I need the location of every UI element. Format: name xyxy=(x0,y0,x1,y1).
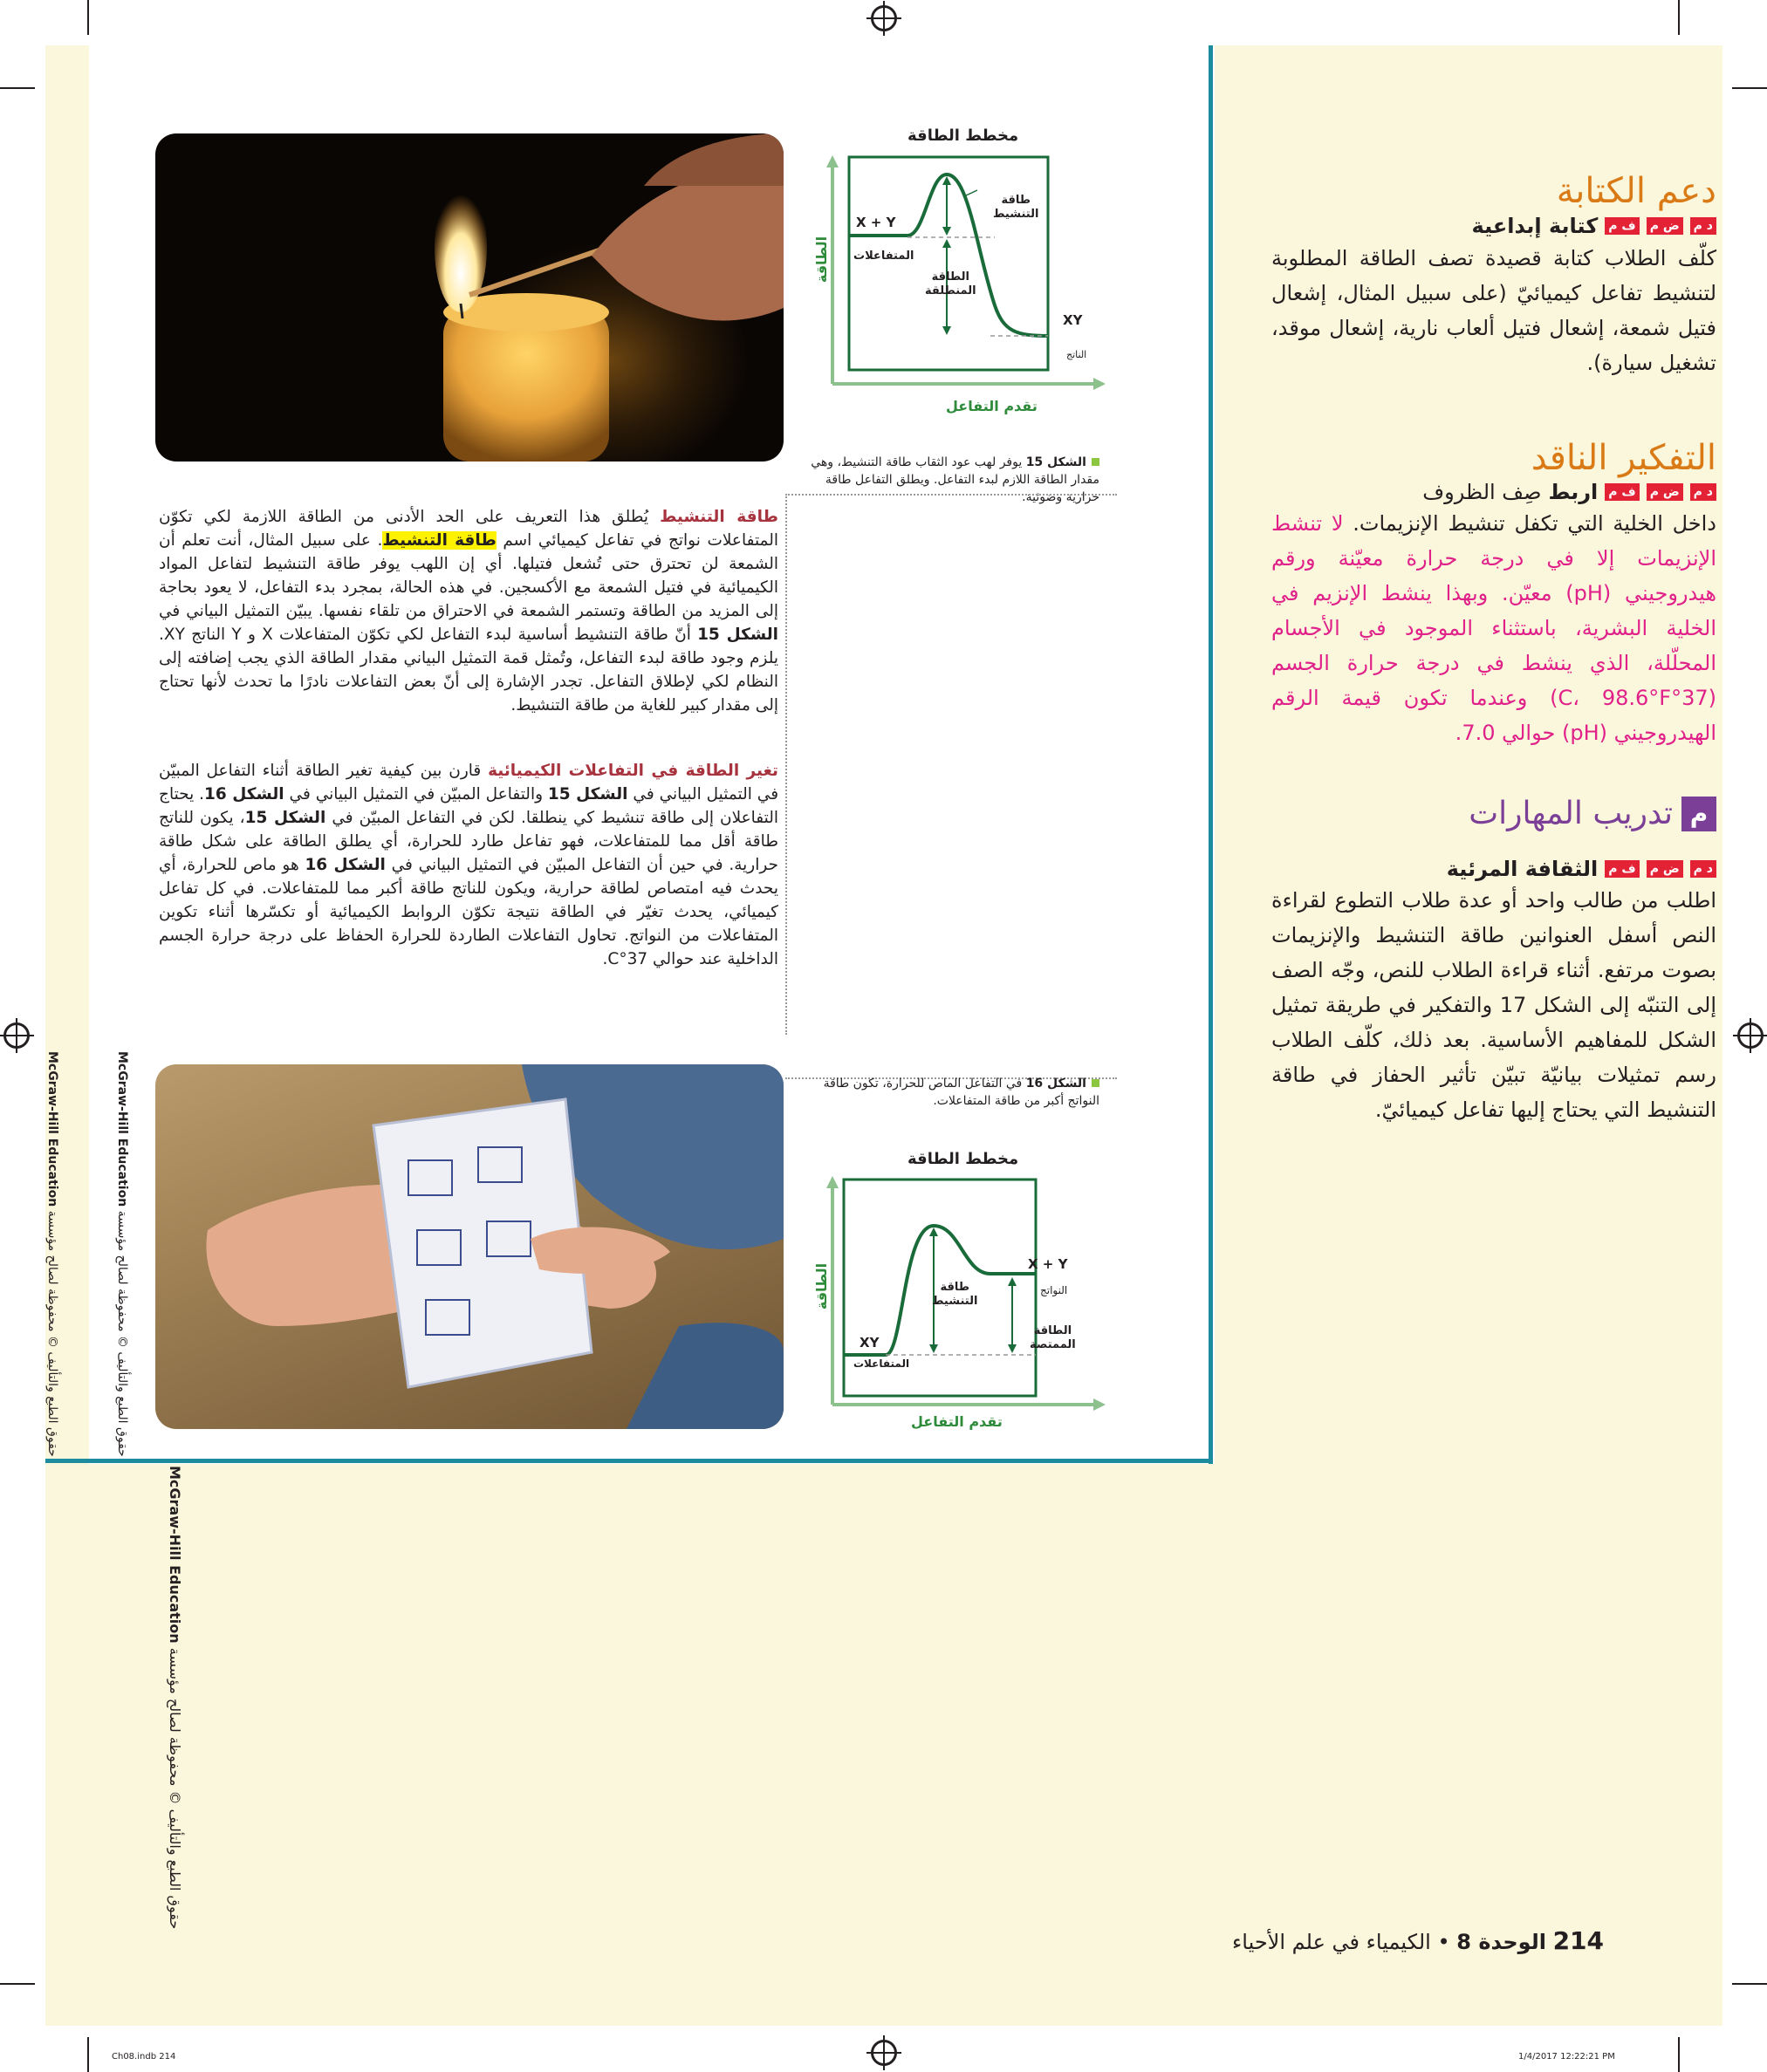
unit-title: الكيمياء في علم الأحياء xyxy=(1232,1930,1431,1954)
fig15-title: مخطط الطاقة xyxy=(907,127,1019,145)
file-slug: Ch08.indb 214 xyxy=(112,2052,176,2062)
level-tag: د م xyxy=(1690,860,1716,878)
level-tag: ض م xyxy=(1647,860,1683,878)
fig16-reactants-label: المتفاعلات xyxy=(853,1357,910,1370)
cold-pack-illustration xyxy=(155,1064,784,1429)
candle-photo xyxy=(155,133,784,462)
registration-mark-icon xyxy=(871,5,897,31)
fig15-ylabel: الطاقة xyxy=(813,236,831,284)
skills-title: تدريب المهارات xyxy=(1469,796,1673,831)
page-number: 214 xyxy=(1552,1926,1605,1955)
fig16-xlabel: تقدم التفاعل xyxy=(911,1413,1003,1430)
fig16-ylabel: الطاقة xyxy=(813,1262,831,1310)
candle-illustration xyxy=(155,133,784,462)
critical-label: اربط xyxy=(1548,480,1599,504)
bottom-cream-area xyxy=(45,1464,1215,2026)
caption-bullet-icon xyxy=(1092,1079,1099,1087)
crop-mark xyxy=(87,0,89,35)
skills-subtitle: الثقافة المرئية xyxy=(1446,857,1599,881)
level-tag: د م xyxy=(1690,217,1716,235)
fig16-product-formula: X + Y xyxy=(1028,1256,1068,1272)
fig16-reactants-formula: XY xyxy=(860,1335,880,1351)
copyright-credit-large: McGraw-Hill Education حقوق الطبع والتأليف © محفوظة لصالح مؤسسة xyxy=(167,1466,183,1930)
fig15-activation-label: طاقة التنشيط xyxy=(993,194,1039,221)
crop-mark xyxy=(1678,0,1680,35)
registration-mark-icon xyxy=(871,2040,897,2066)
footer-bullet: • xyxy=(1437,1930,1450,1954)
teal-divider-vertical xyxy=(1209,45,1213,1464)
crop-mark xyxy=(1678,2037,1680,2072)
activation-energy-paragraph: طاقة التنشيط يُطلق هذا التعريف على الحد الأدنى من الطاقة اللازمة لكي تكوّن المتفاعلات نواتج في تفاعل كيميائي اسم طاقة التنشيط. على سبيل المثال، أنت تعلم أن الشمعة لن تحترق حتى تُشعل فتيلها. أي إن اللهب يوفر طاقة التنشيط لتفاعل المواد الكيميائية في فتيل الشمعة مع الأكسجين. في هذه الحالة، بمجرد بدء التفاعل، لا يعود بحاجة إلى المزيد من الطاقة وتستمر الشمعة في الاحتراق من تلقاء نفسها. يبيّن التمثيل البياني في الشكل 15 أنّ طاقة التنشيط أساسية لبدء التفاعل لكي تكوّن المتفاعلات X و Y الناتج XY. يلزم وجود طاقة لبدء التفاعل، وتُمثل قمة التمثيل البياني مقدار الطاقة الذي يجب إضافته إلى النظام لكي لإطلاق التفاعل. تجدر الإشارة إلى أنّ بعض التفاعلات نادرًا ما تحدث لأنها تحتاج إلى مقدار كبير للغاية من طاقة التنشيط. xyxy=(159,508,778,715)
unit-label: الوحدة 8 xyxy=(1456,1930,1546,1954)
fig15-reactants-formula: X + Y xyxy=(856,215,896,230)
fig15-reactants-label: المتفاعلات xyxy=(853,250,914,263)
fig15-caption: الشكل 15 يوفر لهب عود الثقاب طاقة التنشيط، وهي مقدار الطاقة اللازم لبدء التفاعل. ويطلق التفاعل طاقة حرارية وضوئية. xyxy=(811,455,1099,504)
skills-subtitle-row xyxy=(1447,857,1716,881)
writing-subtitle: كتابة إبداعية xyxy=(1471,214,1599,238)
copyright-credit: McGraw-Hill Education حقوق الطبع والتأليف © محفوظة لصالح مؤسسة xyxy=(115,1051,129,1457)
fig16-absorbed-label: الطاقة الممتصة xyxy=(1030,1324,1076,1351)
skills-title-row xyxy=(1469,796,1716,831)
crop-mark xyxy=(1732,1983,1767,1985)
writing-body: كلّف الطلاب كتابة قصيدة تصف الطاقة المطلوبة لتنشيط تفاعل كيميائيّ (على سبيل المثال، إشعال فتيل شمعة، إشعال فتيل ألعاب نارية، إشعال موقد، تشغيل سيارة). xyxy=(1271,246,1716,375)
date-slug: 1/4/2017 12:22:21 PM xyxy=(1518,2052,1615,2062)
level-tag: ف م xyxy=(1605,217,1639,235)
fig15-product-formula: XY xyxy=(1063,312,1083,328)
crop-mark xyxy=(0,1983,35,1985)
fig16-caption: الشكل 16 في التفاعل الماص للحرارة، تكون طاقة النواتج أكبر من طاقة المتفاعلات. xyxy=(823,1077,1099,1108)
critical-thinking-title: التفكير الناقد xyxy=(1531,438,1716,478)
registration-mark-icon xyxy=(3,1022,30,1049)
level-tag: ف م xyxy=(1605,860,1639,878)
skills-badge-icon: م xyxy=(1681,797,1716,831)
critical-answer: لا تنشط الإنزيمات إلا في درجة حرارة معيّنة ورقم هيدروجيني (pH) معيّن. وبهذا ينشط الإنزيم في الخلية البشرية، باستثناء الموجود في الأجسام المحلّلة، الذي ينشط في درجة حرارة الجسم (37°C، 98.6°F) وعندما تكون قيمة الرقم الهيدروجيني (pH) حوالي 7.0. xyxy=(1271,511,1716,745)
level-tag: ف م xyxy=(1605,483,1639,501)
writing-subtitle-row xyxy=(1472,214,1716,238)
caption-bullet-icon xyxy=(1092,458,1099,466)
page-footer xyxy=(1232,1926,1616,1955)
level-tag: ض م xyxy=(1647,483,1683,501)
fig16-product-label: النواتج xyxy=(1040,1284,1068,1296)
critical-question: داخل الخلية التي تكفل تنشيط الإنزيمات. xyxy=(1353,511,1716,536)
crop-mark xyxy=(0,87,35,89)
writing-support-title: دعم الكتابة xyxy=(1556,171,1716,211)
energy-change-paragraph: تغير الطاقة في التفاعلات الكيميائية قارن بين كيفية تغير الطاقة أثناء التفاعل المبيّن في التمثيل البياني في الشكل 15 والتفاعل المبيّن في التمثيل البياني في الشكل 16. يحتاج التفاعلان إلى طاقة تنشيط كي ينطلقا. لكن في التفاعل المبيّن في الشكل 15، يكون للناتج طاقة أقل مما للمتفاعلات، فهو تفاعل طارد للحرارة، أي يطلق الطاقة على شكل طاقة حرارية. في حين أن التفاعل المبيّن في التمثيل البياني في الشكل 16 هو ماص للحرارة، أي يحدث فيه امتصاص لطاقة حرارية، ويكون للناتج طاقة أكبر مما للمتفاعلات. في كل تفاعل كيميائي، يحدث تغيّر في الطاقة نتيجة تكوّن الروابط الكيميائية أو تكسّرها أثناء تكوين المتفاعلات من النواتج. تحاول التفاعلات الطاردة للحرارة الحفاظ على درجة حرارة الجسم الداخلية عند حوالي 37°C. xyxy=(159,762,779,968)
fig15-released-label: الطاقة المنطلقة xyxy=(925,270,976,297)
skills-body: اطلب من طالب واحد أو عدة طلاب التطوع لقراءة النص أسفل العنوانين طاقة التنشيط والإنزيمات بصوت مرتفع. أثناء قراءة الطلاب للنص، وجّه الصف إلى التنبّه إلى الشكل 17 والتفكير في طريقة تمثيل الشكل للمفاهيم الأساسية. بعد ذلك، كلّف الطلاب رسم تمثيلات بيانيّة تبيّن تأثير الحفاز في طاقة التنشيط التي يحتاج إليها تفاعل كيميائيّ. xyxy=(1271,888,1716,1122)
caption-divider xyxy=(785,494,1117,496)
crop-mark xyxy=(1732,87,1767,89)
teal-divider-horizontal xyxy=(45,1459,1213,1463)
level-tag: ض م xyxy=(1647,217,1683,235)
critical-label-2: صِف الظروف xyxy=(1422,480,1542,504)
fig16-title: مخطط الطاقة xyxy=(907,1150,1019,1168)
fig15-product-label: الناتج xyxy=(1066,349,1087,360)
registration-mark-icon xyxy=(1737,1022,1764,1049)
column-divider xyxy=(785,494,787,1035)
level-tag: د م xyxy=(1690,483,1716,501)
crop-mark xyxy=(87,2037,89,2072)
cold-pack-photo xyxy=(155,1064,784,1429)
fig16-activation-label: طاقة التنشيط xyxy=(932,1281,978,1308)
critical-subtitle-row xyxy=(1422,480,1716,504)
critical-body xyxy=(1271,506,1716,750)
fig15-xlabel: تقدم التفاعل xyxy=(946,398,1038,414)
copyright-credit: McGraw-Hill Education حقوق الطبع والتأليف © محفوظة لصالح مؤسسة xyxy=(45,1051,59,1457)
